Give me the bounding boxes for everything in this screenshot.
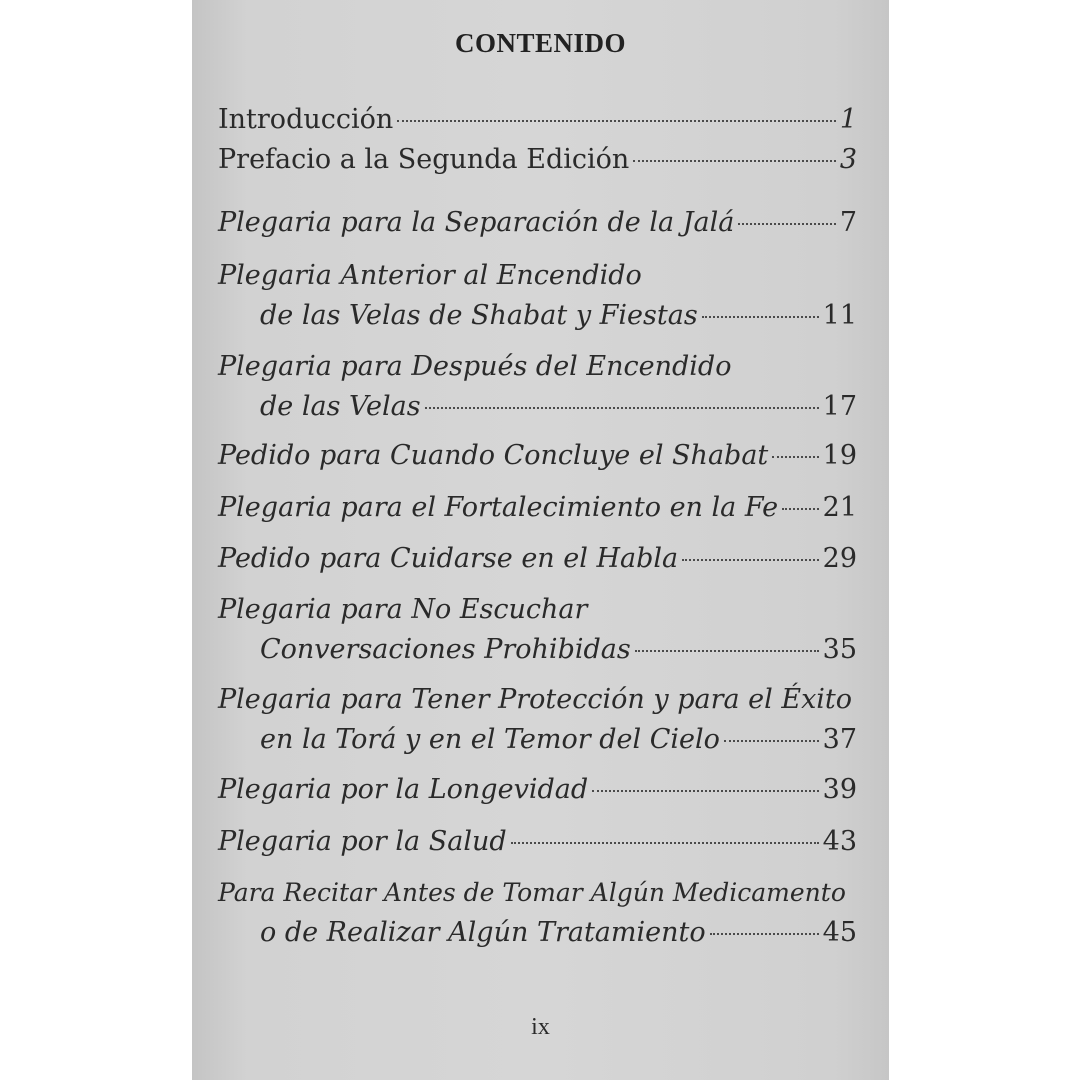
toc-entry-habla — [218, 539, 857, 579]
toc-entry-title: Introducción — [218, 104, 394, 135]
toc-entry-proteccion — [218, 680, 857, 760]
toc-entry-title: Para Recitar Antes de Tomar Algún Medicamento — [218, 878, 846, 907]
toc-entry-title-continued: Conversaciones Prohibidas — [260, 634, 631, 665]
toc-page-number: 35 — [822, 634, 857, 665]
toc-page-number: 39 — [822, 774, 857, 805]
dot-leader — [710, 933, 819, 935]
toc-page-number: 45 — [822, 917, 857, 948]
toc-entry-title: Plegaria por la Salud — [218, 826, 507, 857]
toc-entry-medicamento — [218, 873, 857, 953]
toc-page-number: 37 — [822, 724, 857, 755]
toc-entry-prefacio — [218, 140, 857, 180]
toc-entry-title: Plegaria para Después del Encendido — [218, 351, 732, 382]
toc-page-number: 1 — [839, 104, 857, 135]
toc-entry-title-continued: de las Velas de Shabat y Fiestas — [260, 300, 698, 331]
dot-leader — [702, 316, 819, 318]
toc-line — [218, 680, 857, 720]
toc-line — [218, 140, 857, 180]
page-title: CONTENIDO — [454, 28, 627, 58]
toc-line — [218, 347, 857, 387]
toc-entry-title: Plegaria para el Fortalecimiento en la Fe — [218, 492, 779, 523]
dot-leader — [738, 223, 835, 225]
toc-page-number: 3 — [839, 144, 857, 175]
toc-entry-title: Plegaria por la Longevidad — [218, 774, 589, 805]
book-page — [192, 0, 889, 1080]
toc-entry-longevidad — [218, 770, 857, 810]
toc-line — [218, 203, 857, 243]
toc-line — [218, 296, 857, 336]
dot-leader — [682, 559, 819, 561]
toc-entry-title: Pedido para Cuidarse en el Habla — [218, 543, 679, 574]
page-folio: ix — [531, 1014, 550, 1040]
toc-entry-fortalecimiento — [218, 488, 857, 528]
toc-entry-introduccion — [218, 100, 857, 140]
toc-line — [218, 720, 857, 760]
toc-page-number: 11 — [822, 300, 857, 331]
dot-leader — [724, 740, 819, 742]
dot-leader — [592, 790, 819, 792]
toc-line — [218, 387, 857, 427]
toc-entry-jala — [218, 203, 857, 243]
toc-page-number: 17 — [822, 391, 857, 422]
toc-line — [218, 873, 857, 913]
toc-line — [218, 913, 857, 953]
toc-entry-despues-encendido — [218, 347, 857, 427]
toc-entry-title-continued: de las Velas — [260, 391, 421, 422]
toc-entry-title: Plegaria para la Separación de la Jalá — [218, 207, 735, 238]
toc-entry-title-continued: en la Torá y en el Temor del Cielo — [260, 724, 720, 755]
dot-leader — [633, 160, 836, 162]
toc-page-number: 43 — [822, 826, 857, 857]
dot-leader — [425, 407, 819, 409]
toc-entry-anterior-encendido — [218, 256, 857, 336]
toc-entry-title: Prefacio a la Segunda Edición — [218, 144, 630, 175]
toc-entry-no-escuchar — [218, 590, 857, 670]
toc-entry-salud — [218, 822, 857, 862]
toc-entry-title-continued: o de Realizar Algún Tratamiento — [260, 917, 706, 948]
dot-leader — [397, 120, 836, 122]
dot-leader — [782, 508, 819, 510]
toc-line — [218, 436, 857, 476]
toc-line — [218, 770, 857, 810]
toc-line — [218, 488, 857, 528]
toc-entry-title: Plegaria Anterior al Encendido — [218, 260, 642, 291]
dot-leader — [772, 456, 818, 458]
toc-line — [218, 630, 857, 670]
toc-page-number: 29 — [822, 543, 857, 574]
toc-line — [218, 822, 857, 862]
toc-entry-concluye-shabat — [218, 436, 857, 476]
toc-line — [218, 256, 857, 296]
toc-entry-title: Pedido para Cuando Concluye el Shabat — [218, 440, 769, 471]
toc-line — [218, 100, 857, 140]
toc-page-number: 19 — [822, 440, 857, 471]
toc-entry-title: Plegaria para No Escuchar — [218, 594, 588, 625]
toc-page-number: 21 — [822, 492, 857, 523]
toc-line — [218, 539, 857, 579]
dot-leader — [511, 842, 819, 844]
toc-page-number: 7 — [839, 207, 857, 238]
toc-line — [218, 590, 857, 630]
toc-entry-title: Plegaria para Tener Protección y para el Éxito — [218, 684, 853, 715]
dot-leader — [635, 650, 819, 652]
